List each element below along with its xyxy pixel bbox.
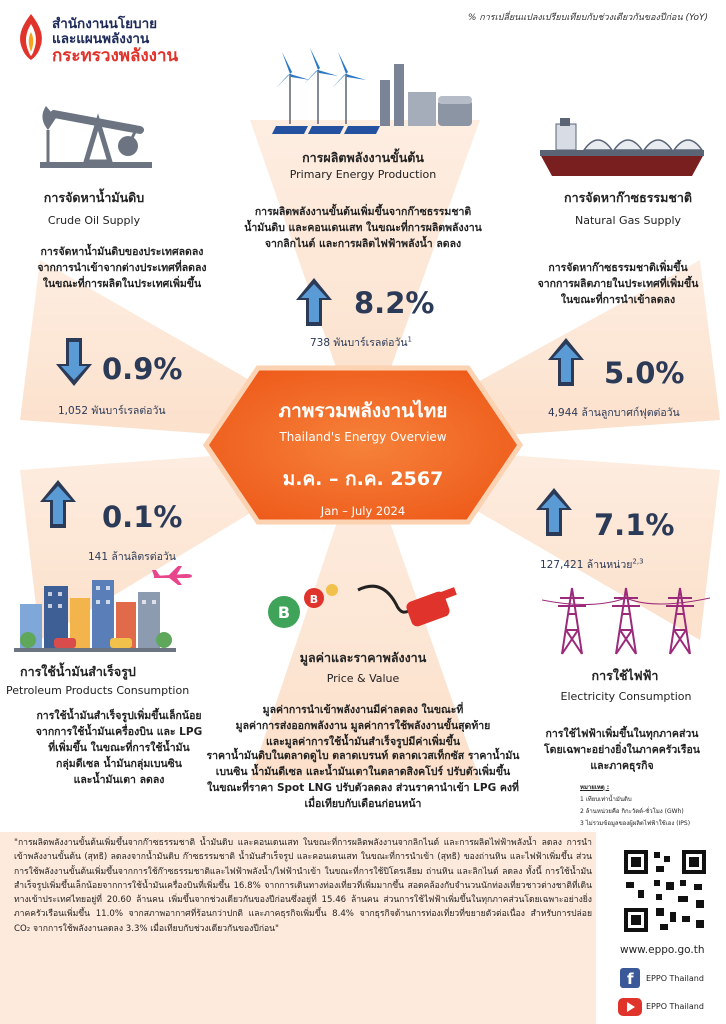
oil-pump-icon — [36, 92, 156, 172]
primary-production-desc-line: การผลิตพลังงานขั้นต้นเพิ่มขึ้นจากก๊าซธรรมชาติ — [254, 206, 472, 218]
primary-production-desc-line: น้ำมันดิบ และคอนเดนเสท ในขณะที่การผลิตพลังงาน — [244, 222, 482, 234]
city-icon — [14, 574, 176, 652]
petroleum-desc-line: กลุ่มดีเซล น้ำมันกลุ่มเบนซิน — [56, 758, 182, 770]
crude-oil-desc-line: ในขณะที่การผลิตในประเทศเพิ่มขึ้น — [42, 278, 202, 290]
electricity-desc — [524, 726, 720, 774]
center-hexagon — [206, 368, 520, 522]
natural-gas-unit: 4,944 ล้านลูกบาศก์ฟุตต่อวัน — [548, 407, 680, 419]
petroleum-percent: 0.1% — [102, 500, 183, 534]
primary-production-unit — [310, 334, 412, 351]
lng-tanker-icon — [538, 110, 706, 180]
petroleum-desc-line: จากการใช้น้ำมันเครื่องบิน และ LPG — [35, 726, 203, 738]
center-period-en: Jan – July 2024 — [320, 504, 406, 518]
natural-gas-desc-line: จากการผลิตภายในประเทศที่เพิ่มขึ้น — [537, 278, 699, 290]
price-value-desc1 — [214, 702, 512, 750]
youtube-icon[interactable] — [618, 998, 642, 1016]
footnote-item: 2 ล้านหน่วยคือ กิกะวัตต์-ชั่วโมง (GWh) — [580, 808, 684, 815]
center-title-en: Thailand's Energy Overview — [279, 430, 447, 444]
price-value-title-en: Price & Value — [326, 672, 400, 685]
price-value-desc2 — [196, 748, 530, 812]
price-value-desc-line: เมื่อเทียบกับเดือนก่อนหน้า — [304, 798, 422, 810]
price-value-desc-line: ราคาน้ำมันดิบในตลาดดูไบ ตลาดเบรนท์ ตลาดเวสเท็กซัส ราคาน้ำมัน — [206, 750, 520, 762]
electricity-title-th: การใช้ไฟฟ้า — [591, 668, 659, 683]
price-value-desc-line: เบนซิน น้ำมันดีเซล และน้ำมันเตาในตลาดสิงคโปร์ ปรับตัวเพิ่มขึ้น — [215, 766, 511, 778]
power-tower-icon — [542, 580, 710, 656]
electricity-percent: 7.1% — [594, 508, 675, 542]
crude-oil-desc-line: การจัดหาน้ำมันดิบของประเทศลดลง — [40, 246, 204, 258]
up-arrow-icon — [534, 486, 574, 538]
org-name-line1: สำนักงานนโยบาย — [52, 16, 158, 32]
center-period-th: ม.ค. – ก.ค. 2567 — [282, 468, 444, 490]
electricity-unit — [540, 556, 644, 573]
primary-production-title-th: การผลิตพลังงานขั้นต้น — [302, 150, 424, 165]
petroleum-desc-line: และน้ำมันเตา ลดลง — [73, 774, 165, 786]
primary-production-desc-line: จากลิกไนต์ และการผลิตไฟฟ้าพลังน้ำ ลดลง — [264, 238, 462, 250]
svg-text:B: B — [277, 603, 291, 622]
petroleum-title-th: การใช้น้ำมันสำเร็จรูป — [20, 664, 136, 679]
org-name-line2: และแผนพลังงาน — [52, 31, 150, 47]
natural-gas-desc-line: ในขณะที่การนำเข้าลดลง — [560, 294, 676, 306]
crude-oil-desc-line: จากการนำเข้าจากต่างประเทศที่ลดลง — [37, 262, 207, 274]
eppo-logo-icon — [14, 12, 48, 62]
footnote-item: 3 ไม่รวมข้อมูลของผู้ผลิตไฟฟ้าใช้เอง (IPS) — [580, 820, 691, 827]
crude-oil-unit: 1,052 พันบาร์เรลต่อวัน — [58, 405, 166, 417]
natural-gas-percent: 5.0% — [604, 356, 685, 390]
up-arrow-icon — [546, 336, 586, 388]
crude-oil-title-th: การจัดหาน้ำมันดิบ — [43, 190, 145, 205]
electricity-desc-line: โดยเฉพาะอย่างยิ่งในภาคครัวเรือน — [544, 744, 700, 756]
footnote-ref: 2,3 — [632, 557, 644, 566]
primary-production-title-en: Primary Energy Production — [289, 168, 437, 181]
website-link[interactable]: www.eppo.go.th — [620, 944, 705, 956]
price-value-desc-line: มูลค่าการส่งออกพลังงาน มูลค่าการใช้พลังงานขั้นสุดท้าย — [235, 720, 491, 732]
qr-code-icon[interactable] — [620, 846, 710, 936]
crude-oil-desc — [22, 244, 222, 292]
footnote-ref: 1 — [407, 335, 413, 344]
electricity-desc-line: การใช้ไฟฟ้าเพิ่มขึ้นในทุกภาคส่วน — [545, 728, 699, 740]
petroleum-unit: 141 ล้านลิตรต่อวัน — [88, 551, 176, 563]
primary-production-percent: 8.2% — [354, 286, 435, 320]
petroleum-desc-line: การใช้น้ำมันสำเร็จรูปเพิ่มขึ้นเล็กน้อย — [36, 710, 202, 722]
youtube-link[interactable]: EPPO Thailand — [646, 1002, 704, 1011]
footnotes-title: หมายเหตุ : — [580, 784, 610, 791]
petroleum-title-en: Petroleum Products Consumption — [6, 684, 190, 697]
wind-power-plant-icon — [268, 44, 478, 136]
up-arrow-icon — [38, 478, 78, 530]
crude-oil-title-en: Crude Oil Supply — [47, 214, 141, 227]
price-value-desc-line: มูลค่าการนำเข้าพลังงานมีค่าลดลง ในขณะที่ — [262, 704, 464, 716]
coins-fuel-icon — [262, 582, 462, 632]
crude-oil-percent: 0.9% — [102, 352, 183, 386]
electricity-unit-text: 127,421 ล้านหน่วย — [540, 559, 633, 571]
facebook-icon[interactable]: f — [620, 968, 640, 988]
down-arrow-icon — [54, 336, 94, 388]
natural-gas-title-en: Natural Gas Supply — [574, 214, 682, 227]
facebook-link[interactable]: EPPO Thailand — [646, 974, 704, 983]
svg-text:B: B — [309, 593, 319, 606]
price-value-desc-line: ในขณะที่ราคา Spot LNG ปรับตัวลดลง ส่วนราคานำเข้า LPG คงที่ — [207, 782, 519, 794]
summary-text: "การผลิตพลังงานขั้นต้นเพิ่มขึ้นจากก๊าซธรรมชาติ น้ำมันดิบ และคอนเดนเสท ในขณะที่การผลิตพลังงานจากลิกไนต์ และการผลิตไฟฟ้าพลังน้ำ ลดลง การนำเข้าพลังงานขั้นต้น (สุทธิ) ลดลงจากน้ำมันดิบ ก๊าซธรรมชาติ น้ำมันสำเร็จรูป และคอนเดนเสท ในขณะที่การนำเข้า (สุทธิ) ของถ่านหิน และไฟฟ้าเพิ่มขึ้น ส่วนการใช้พลังงานขั้นต้นเพิ่มขึ้นจากการใช้ก๊าซธรรมชาติและไฟฟ้าพลังน้ำ/ไฟฟ้านำเข้า ในขณะที่การใช้ปิโตรเลียม ถ่านหิน และลิกไนต์ ลดลง ทั้งนี้ การใช้น้ำมันสำเร็จรูปเพิ่มขึ้นเล็กน้อยจากการใช้น้ำมันเครื่องบินที่เพิ่มขึ้น 16.8% จากการเดินทางท่องเที่ยวที่เพิ่มมากขึ้น สอดคล้องกับจำนวนนักท่องเที่ยวชาวต่างชาติที่เดินทางเข้าประเทศไทยอยู่ที่ 20.60 ล้านคน เพิ่มขึ้นจากช่วงเดียวกันของปีก่อนซึ่งอยู่ที่ 15.46 ล้านคน ส่วนการใช้ไฟฟ้าเพิ่มขึ้นในทุกภาคส่วนโดยเฉพาะอย่างยิ่งภาคครัวเรือนเพิ่มขึ้น 11.0% จากสภาพอากาศที่ร้อนกว่าปกติ และภาคธุรกิจเพิ่มขึ้น 8.4% จากธุรกิจด้านการท่องเที่ยวที่ขยายตัวต่อเนื่อง สำหรับการปล่อย CO₂ จากการใช้พลังงานลดลง 3.3% เมื่อเทียบกับช่วงเดียวกันของปีก่อน" — [14, 838, 592, 934]
price-value-title-th: มูลค่าและราคาพลังงาน — [299, 650, 427, 665]
up-arrow-icon — [294, 276, 334, 328]
electricity-title-en: Electricity Consumption — [560, 690, 692, 703]
org-name-line3: กระทรวงพลังงาน — [52, 46, 179, 66]
primary-production-unit-text: 738 พันบาร์เรลต่อวัน — [310, 337, 408, 349]
petroleum-desc-line: ที่เพิ่มขึ้น ในขณะที่การใช้น้ำมัน — [48, 742, 190, 754]
electricity-desc-line: และภาคธุรกิจ — [590, 760, 654, 772]
center-title-th: ภาพรวมพลังงานไทย — [278, 400, 448, 422]
yoy-note: % การเปลี่ยนแปลงเปรียบเทียบกับช่วงเดียวกันของปีก่อน (YoY) — [467, 13, 708, 23]
natural-gas-desc-line: การจัดหาก๊าซธรรมชาติเพิ่มขึ้น — [548, 262, 688, 274]
price-value-desc-line: และมูลค่าการใช้น้ำมันสำเร็จรูปมีค่าเพิ่มขึ้น — [265, 736, 461, 748]
natural-gas-desc — [520, 260, 716, 308]
natural-gas-title-th: การจัดหาก๊าซธรรมชาติ — [564, 190, 692, 205]
primary-production-desc — [232, 204, 494, 252]
footnote-item: 1 เทียบเท่าน้ำมันดิบ — [580, 796, 632, 803]
